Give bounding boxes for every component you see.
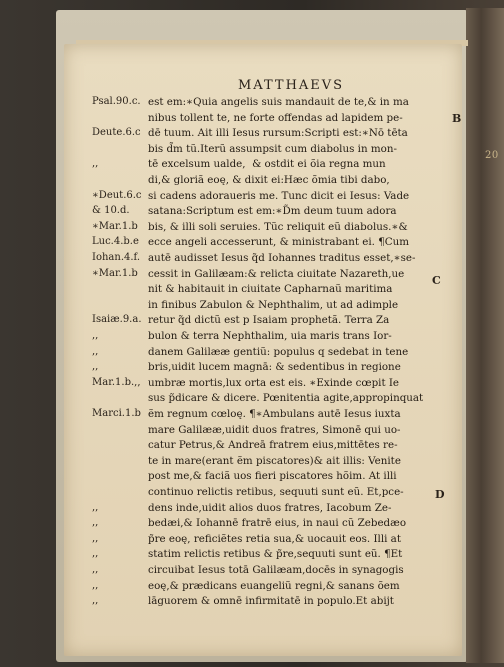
- body-text: bris,uidit lucem magnā: & sedentibus in regione: [148, 361, 401, 374]
- body-text: bis, & illi soli seruies. Tũc reliquit eũ diabolus.∗&: [148, 220, 408, 233]
- body-text: bis d̃m tũ.Iterũ assumpsit cum diabolus in mon-: [148, 142, 397, 155]
- marginal-reference: ,,: [92, 548, 99, 560]
- body-text: nibus tollent te, ne forte offendas ad lapidem pe-: [148, 111, 403, 124]
- marginal-reference: ,,: [92, 564, 99, 575]
- text-line: [92, 346, 504, 362]
- body-text: ẽm regnum cœloę. ¶∗Ambulans autē Iesus iuxta: [148, 408, 401, 420]
- text-line: [92, 96, 504, 112]
- body-text: umbræ mortis,lux orta est eis. ∗Exinde cœpit Ie: [148, 376, 400, 389]
- body-text: continuo relictis retibus, sequuti sunt eũ. Et,pce-: [148, 486, 404, 498]
- body-text: mare Galilææ,uidit duos fratres, Simonē qui uo-: [148, 423, 401, 436]
- body-text: bulon & terra Nephthalim, uia maris trans Ior-: [148, 330, 392, 342]
- body-text: tē excelsum ualde, & ostdit ei õia regna mun: [148, 158, 386, 171]
- text-line: [92, 424, 504, 440]
- text-line: [92, 127, 504, 143]
- marginal-reference: ∗Mar.1.b: [92, 220, 138, 232]
- marginal-reference: Deute.6.c: [92, 127, 141, 139]
- text-line: [92, 330, 504, 346]
- edge-marker: C: [432, 274, 441, 287]
- text-line: [92, 143, 504, 159]
- body-text: dē tuum. Ait illi Iesus rursum:Scripti est:∗Nō tēta: [148, 127, 408, 140]
- text-line: [92, 158, 504, 174]
- text-line: [92, 314, 504, 330]
- text-line: [92, 439, 504, 455]
- body-text: in finibus Zabulon & Nephthalim, ut ad adimple: [148, 298, 399, 311]
- text-line: [92, 517, 504, 533]
- marginal-reference: Isaiæ.9.a.: [92, 314, 142, 326]
- body-text: post me,& faciã uos fieri piscatores hõim. At illi: [148, 470, 397, 483]
- text-line: [92, 299, 504, 315]
- marginal-reference: Marci.1.b: [92, 408, 141, 419]
- text-line: [92, 392, 504, 408]
- text-line: [92, 564, 504, 580]
- spine-label: 20: [485, 150, 499, 161]
- marginal-reference: ∗Deut.6.c: [92, 189, 142, 201]
- edge-marker: D: [435, 488, 445, 501]
- text-line: [92, 221, 504, 237]
- body-text: circuibat Iesus totā Galilæam,docēs in synagogis: [148, 564, 404, 576]
- text-line: [92, 236, 504, 252]
- text-line: [92, 455, 504, 471]
- text-line: [92, 580, 504, 596]
- text-line: [92, 268, 504, 284]
- body-text: statim relictis retibus & p̃re,sequuti sunt eũ. ¶Et: [148, 548, 403, 561]
- body-text: autē audisset Iesus q̃d Iohannes traditus esset,∗se-: [148, 252, 416, 264]
- text-line: [92, 533, 504, 549]
- marginal-reference: & 10.d.: [92, 205, 130, 217]
- body-text: eoę,& prædicans euangeliũ regni,& sanans õem: [148, 579, 400, 592]
- body-text: cessit in Galilæam:& relicta ciuitate Nazareth,ue: [148, 267, 405, 280]
- body-text: nit & habitauit in ciuitate Capharnaũ maritima: [148, 283, 393, 296]
- marginal-reference: ,,: [92, 158, 99, 170]
- body-text: dens inde,uidit alios duos fratres, Iacobum Ze-: [148, 501, 392, 514]
- text-line: [92, 408, 504, 424]
- marginal-reference: ,,: [92, 517, 99, 529]
- body-text: est em:∗Quia angelis suis mandauit de te,& in ma: [148, 96, 409, 108]
- marginal-reference: Mar.1.b.,,: [92, 376, 141, 388]
- body-text: lāguorem & omnē infirmitatē in populo.Et abijt: [148, 595, 394, 608]
- text-line: [92, 502, 504, 518]
- marginal-reference: ,,: [92, 330, 99, 341]
- body-text: si cadens adoraueris me. Tunc dicit ei Iesus: Vade: [148, 189, 410, 202]
- edge-marker: B: [452, 112, 462, 125]
- marginal-reference: ,,: [92, 595, 99, 607]
- marginal-reference: ,,: [92, 579, 99, 591]
- text-line: [92, 252, 504, 268]
- marginal-reference: ,,: [92, 361, 99, 373]
- body-text: danem Galilææ gentiũ: populus q sedebat in tene: [148, 345, 409, 358]
- text-line: [92, 548, 504, 564]
- body-text: sus p̃dicare & dicere. Pœnitentia agite,appropinquat: [148, 392, 424, 405]
- body-text: satana:Scriptum est em:∗D̃m deum tuum adora: [148, 205, 397, 218]
- text-line: [92, 205, 504, 221]
- marginal-reference: ,,: [92, 345, 99, 357]
- text-line: [92, 377, 504, 393]
- running-head: MATTHAEVS: [238, 78, 345, 93]
- body-text: te in mare(erant ẽm piscatores)& ait illis: Venite: [148, 454, 401, 467]
- marginal-reference: Psal.90.c.: [92, 96, 141, 107]
- body-text: retur q̃d dictũ est p Isaiam prophetã. Terra Za: [148, 314, 390, 327]
- text-line: [92, 190, 504, 206]
- text-line: [92, 283, 504, 299]
- text-line: [92, 361, 504, 377]
- text-line: [92, 595, 504, 611]
- body-text: bedæi,& Iohannē fratrē eius, in naui cũ Zebedæo: [148, 517, 407, 530]
- marginal-reference: Luc.4.b.e: [92, 236, 139, 248]
- text-line: [92, 470, 504, 486]
- marginal-reference: ,,: [92, 501, 99, 513]
- body-text: p̃re eoę, reficiẽtes retia sua,& uocauit eos. Illi at: [148, 532, 401, 545]
- text-line: [92, 174, 504, 190]
- marginal-reference: ∗Mar.1.b: [92, 267, 138, 279]
- marginal-reference: Iohan.4.f.: [92, 252, 141, 263]
- body-text: di,& gloriã eoę, & dixit ei:Hæc õmia tibi dabo,: [148, 174, 390, 186]
- body-text: catur Petrus,& Andreā fratrem eius,mittētes re-: [148, 439, 398, 452]
- text-line: [92, 112, 504, 128]
- marginal-reference: ,,: [92, 532, 99, 544]
- body-text: ecce angeli accesserunt, & ministrabant ei. ¶Cum: [148, 236, 410, 249]
